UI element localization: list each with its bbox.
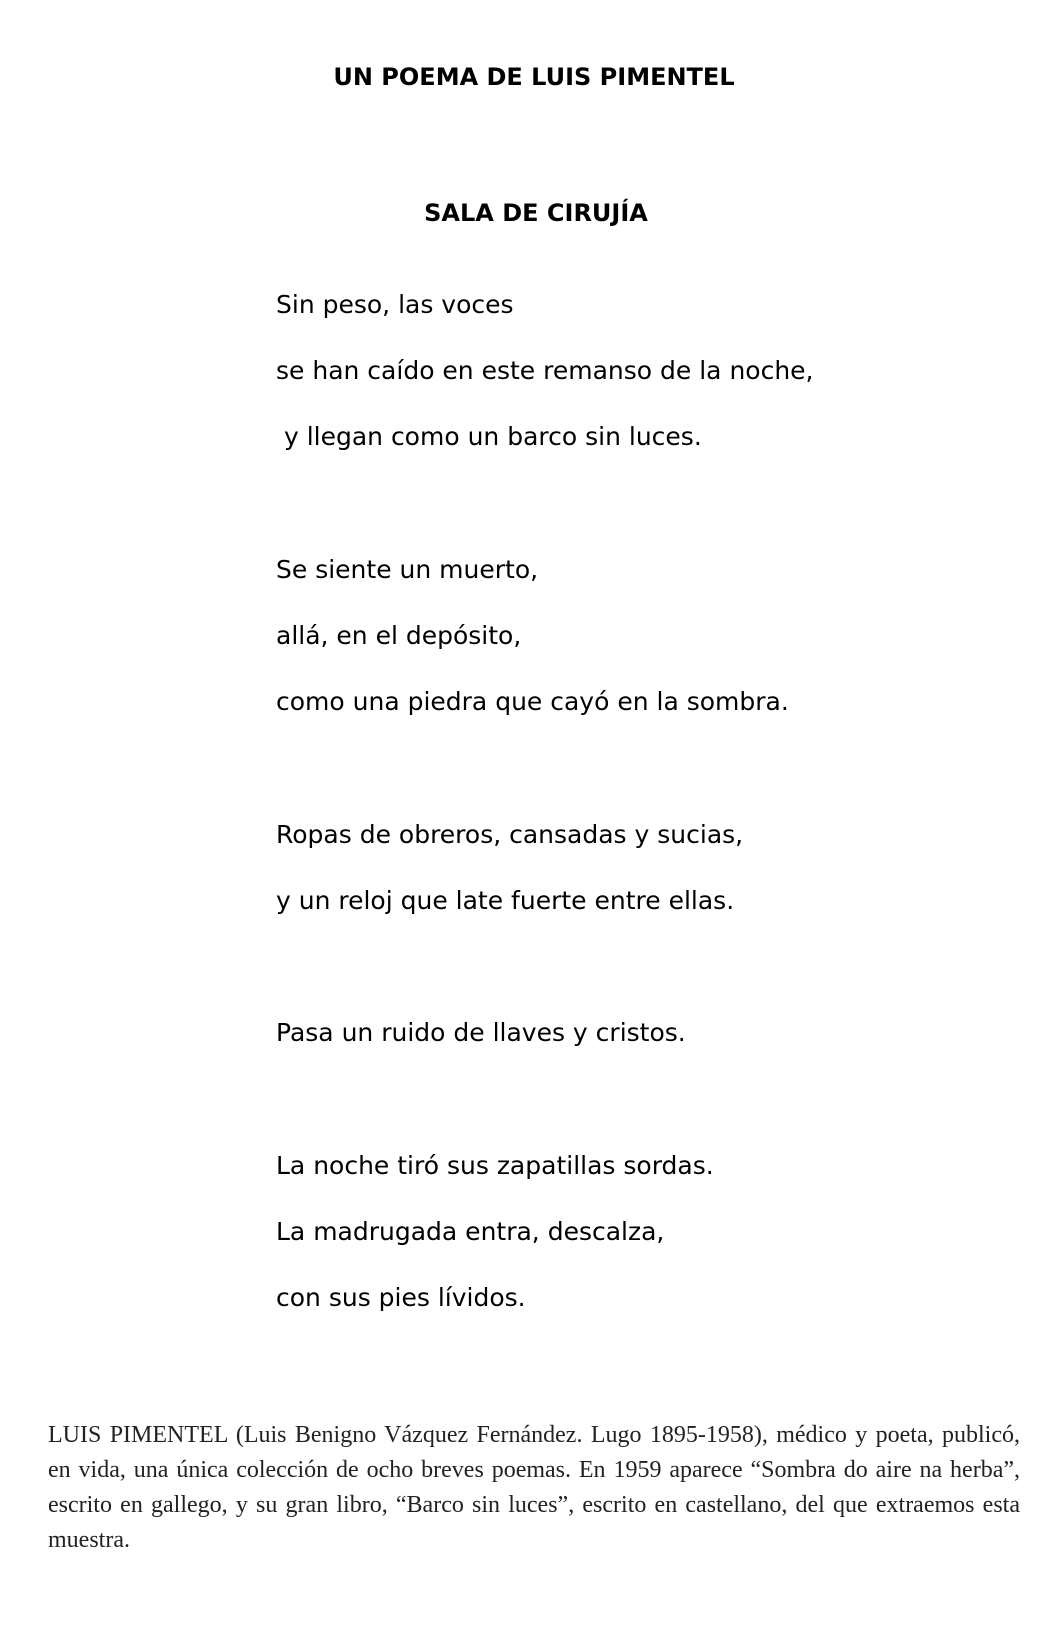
poem-line: con sus pies lívidos.: [276, 1283, 526, 1312]
poem-line: La madrugada entra, descalza,: [276, 1217, 665, 1246]
poem-line: Pasa un ruido de llaves y cristos.: [276, 1018, 686, 1047]
poem-line: Se siente un muerto,: [276, 555, 539, 584]
page-title: UN POEMA DE LUIS PIMENTEL: [333, 63, 735, 91]
poem-line: allá, en el depósito,: [276, 621, 522, 650]
poem-line: Ropas de obreros, cansadas y sucias,: [276, 820, 744, 849]
poem-line: se han caído en este remanso de la noche,: [276, 356, 814, 385]
poem-line: Sin peso, las voces: [276, 290, 514, 319]
poem-title: SALA DE CIRUJÍA: [424, 199, 648, 227]
poem-line: La noche tiró sus zapatillas sordas.: [276, 1151, 714, 1180]
poem-line: como una piedra que cayó en la sombra.: [276, 687, 789, 716]
author-biography: LUIS PIMENTEL (Luis Benigno Vázquez Fernández. Lugo 1895-1958), médico y poeta, publicó, en vida, una única colección de ocho breves poemas. En 1959 aparece “Sombra do aire na herba”, escrito en gallego, y su gran libro, “Barco sin luces”, escrito en castellano, del que extraemos esta muestra.: [48, 1422, 1020, 1553]
poem-line: y un reloj que late fuerte entre ellas.: [276, 886, 735, 915]
poem-line: y llegan como un barco sin luces.: [276, 422, 702, 451]
